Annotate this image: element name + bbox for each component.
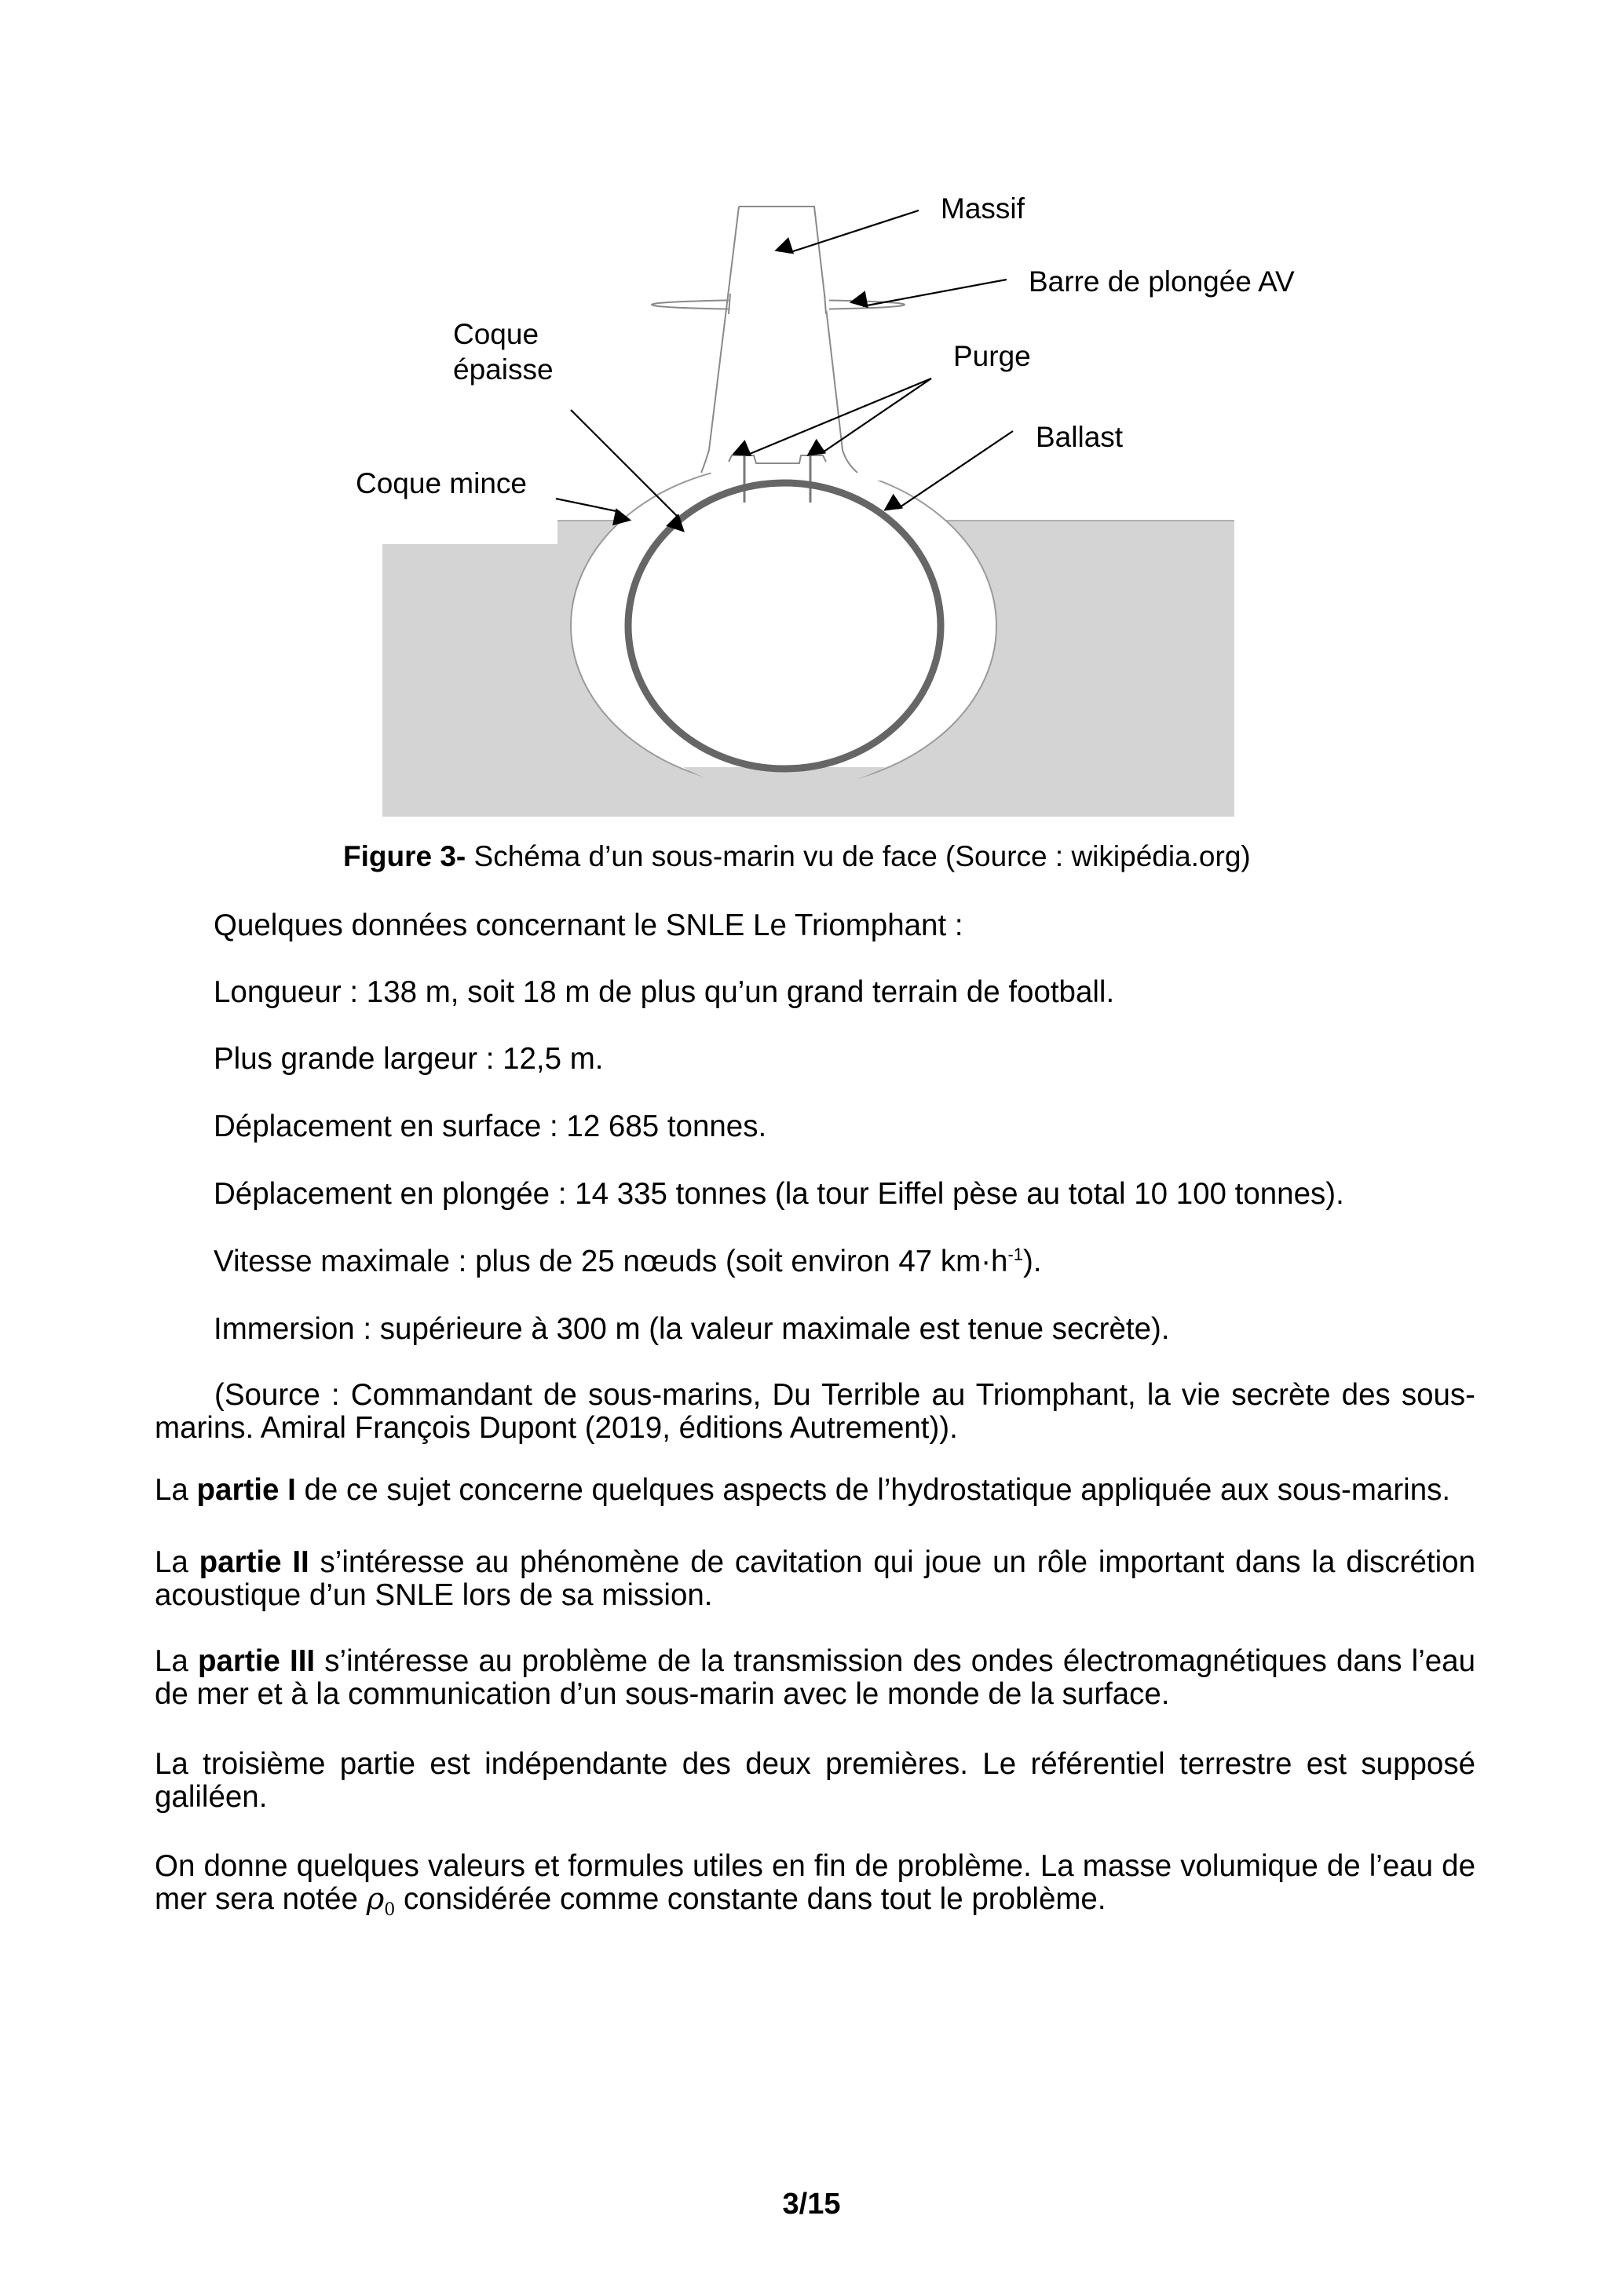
part-prefix: La: [155, 1473, 197, 1507]
spec-length: Longueur : 138 m, soit 18 m de plus qu’un grand terrain de football.: [214, 975, 1115, 1009]
part-3-description: [155, 1645, 1475, 1711]
part-3-text: s’intéresse au problème de la transmission des ondes électromagnétiques dans l’eau de mer et à la communication d’un sous-marin avec le monde de la surface.: [155, 1644, 1475, 1711]
spec-max-speed-exponent: -1: [1007, 1245, 1023, 1264]
thin-hull-outer: [571, 463, 996, 788]
arrow-coque-mince: [556, 499, 620, 512]
rho-subscript: 0: [384, 1900, 396, 1920]
figure-caption-number: Figure 3-: [343, 840, 466, 872]
data-intro: Quelques données concernant le SNLE Le Triomphant :: [214, 909, 963, 942]
page-number: 3/15: [782, 2188, 841, 2221]
spec-width: Plus grande largeur : 12,5 m.: [214, 1042, 604, 1076]
spec-max-speed-text: Vitesse maximale : plus de 25 nœuds (soit environ 47 km·h: [214, 1245, 1008, 1278]
label-coque-epaisse-1: Coque: [453, 318, 539, 350]
spec-dive-displacement: Déplacement en plongée : 14 335 tonnes (la tour Eiffel pèse au total 10 100 tonnes).: [214, 1177, 1344, 1211]
figure-caption-text: Schéma d’un sous-marin vu de face (Source : wikipédia.org): [466, 840, 1251, 872]
part-2-title: partie II: [199, 1545, 309, 1579]
spec-max-speed: [214, 1247, 1042, 1278]
label-purge: Purge: [953, 340, 1031, 372]
spec-immersion: Immersion : supérieure à 300 m (la valeur maximale est tenue secrète).: [214, 1312, 1170, 1346]
submarine-front-view-diagram: [0, 0, 1623, 832]
label-coque-epaisse-2: épaisse: [453, 353, 554, 386]
label-coque-mince: Coque mince: [356, 467, 528, 499]
spec-max-speed-tail: ).: [1023, 1245, 1042, 1278]
part-prefix: La: [155, 1545, 199, 1579]
sail-massif: [707, 207, 895, 481]
label-massif: Massif: [941, 192, 1025, 225]
part-1-description: [155, 1474, 1475, 1507]
part-2-text: s’intéresse au phénomène de cavitation qui joue un rôle important dans la discrétion acoustique d’un SNLE lors de sa mission.: [155, 1545, 1475, 1612]
rho-symbol: ρ: [366, 1881, 385, 1917]
formulas-note-text: On donne quelques valeurs et formules utiles en fin de problème. La masse volumique de l’eau de mer sera notée: [155, 1849, 1475, 1916]
arrow-barre: [863, 280, 1007, 306]
figure-caption: [343, 841, 1251, 873]
formulas-note: [155, 1849, 1475, 1920]
part-2-description: [155, 1546, 1475, 1612]
rho-zero-symbol: [366, 1881, 396, 1920]
part-prefix: La: [155, 1644, 198, 1678]
part-1-title: partie I: [196, 1473, 296, 1507]
arrow-coque-epaisse: [571, 410, 680, 519]
independence-note: La troisième partie est indépendante des deux premières. Le référentiel terrestre est supposé galiléen.: [155, 1747, 1475, 1814]
formulas-note-tail: considérée comme constante dans tout le problème.: [395, 1882, 1106, 1916]
label-ballast: Ballast: [1036, 421, 1124, 453]
source-citation: (Source : Commandant de sous-marins, Du Terrible au Triomphant, la vie secrète des sous-marins. Amiral François Dupont (2019, éditions Autrement)).: [155, 1378, 1475, 1445]
spec-surface-displacement: Déplacement en surface : 12 685 tonnes.: [214, 1110, 767, 1143]
arrow-ballast: [897, 431, 1013, 509]
part-3-title: partie III: [198, 1644, 316, 1678]
part-1-text: de ce sujet concerne quelques aspects de l’hydrostatique appliquée aux sous-marins.: [295, 1473, 1451, 1507]
label-barre-de-plongee: Barre de plongée AV: [1029, 265, 1295, 298]
